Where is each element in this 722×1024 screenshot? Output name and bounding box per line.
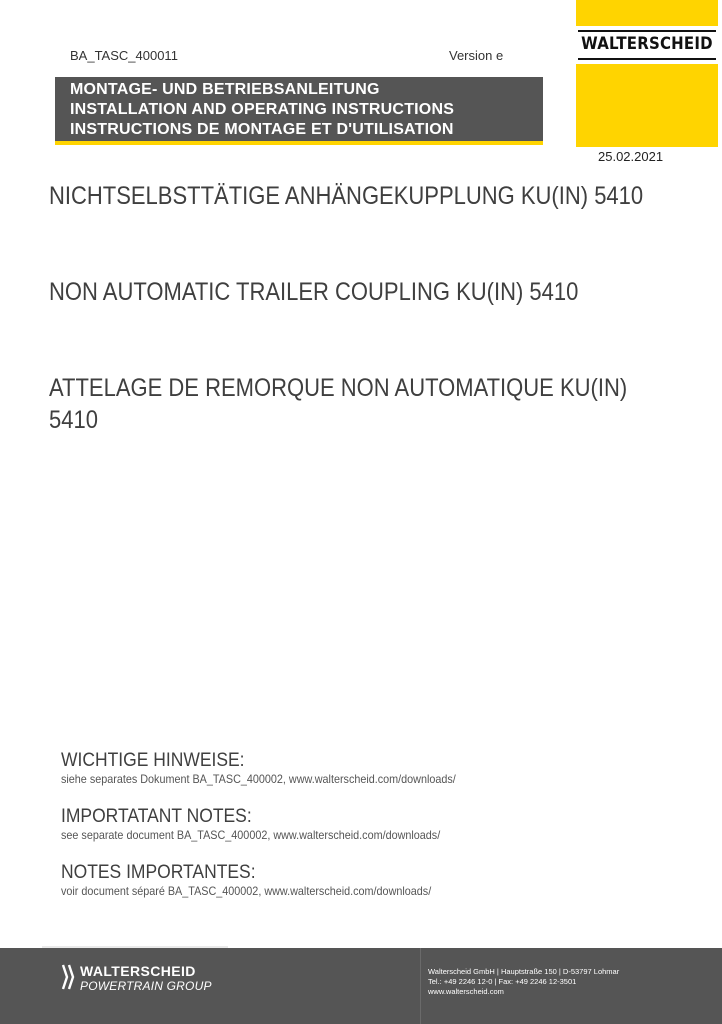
title-line-de: MONTAGE- UND BETRIEBSANLEITUNG <box>70 81 380 98</box>
brand-block <box>576 0 718 147</box>
title-line-en: INSTALLATION AND OPERATING INSTRUCTIONS <box>70 101 455 118</box>
footer-company-name: WALTERSCHEID <box>80 963 196 979</box>
note-fr <box>61 862 472 899</box>
product-title-en: NON AUTOMATIC TRAILER COUPLING KU(IN) 5410 <box>49 278 579 306</box>
note-text: siehe separates Dokument BA_TASC_400002, www.walterscheid.com/downloads/ <box>61 772 456 786</box>
note-de <box>61 750 500 787</box>
footer-group-name: POWERTRAIN GROUP <box>80 979 212 993</box>
footer-address: Walterscheid GmbH | Hauptstraße 150 | D-53797 Lohmar <box>428 967 620 976</box>
note-text: voir document séparé BA_TASC_400002, www.walterscheid.com/downloads/ <box>61 884 432 898</box>
product-title-fr: ATTELAGE DE REMORQUE NON AUTOMATIQUE KU(IN) 5410 <box>49 374 628 434</box>
document-date: 25.02.2021 <box>598 149 664 164</box>
footer-accent-line <box>42 946 228 948</box>
document-id: BA_TASC_400011 <box>70 48 178 63</box>
footer-contact <box>428 967 619 997</box>
note-text: see separate document BA_TASC_400002, www.walterscheid.com/downloads/ <box>61 828 441 842</box>
note-heading: IMPORTATANT NOTES: <box>61 806 252 827</box>
product-title-de: NICHTSELBSTTÄTIGE ANHÄNGEKUPPLUNG KU(IN) 5410 <box>49 182 644 210</box>
logo-rule-bottom <box>578 58 716 60</box>
note-en <box>61 806 482 843</box>
title-band <box>55 77 543 145</box>
brand-name: WALTERSCHEID <box>581 32 713 54</box>
footer-phone: Tel.: +49 2246 12-0 | Fax: +49 2246 12-3501 <box>428 977 577 986</box>
document-version: Version e <box>449 48 504 63</box>
title-line-fr: INSTRUCTIONS DE MONTAGE ET D'UTILISATION <box>70 121 454 138</box>
footer-website: www.walterscheid.com <box>428 987 504 996</box>
note-heading: WICHTIGE HINWEISE: <box>61 750 245 771</box>
footer-divider <box>420 948 421 1024</box>
note-heading: NOTES IMPORTANTES: <box>61 862 256 883</box>
walterscheid-mark-icon <box>60 963 76 991</box>
walterscheid-logo <box>576 26 718 64</box>
